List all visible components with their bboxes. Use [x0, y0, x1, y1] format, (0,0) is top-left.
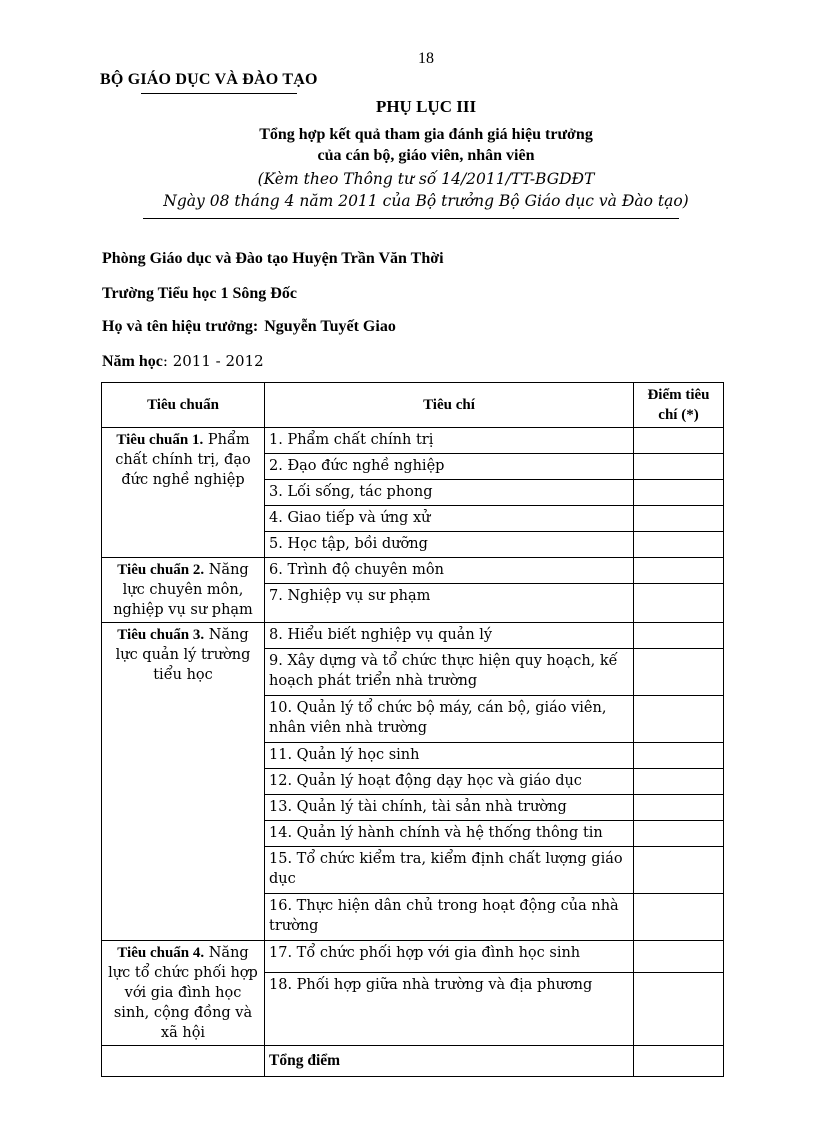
principal-line — [102, 318, 396, 336]
criterion-17: 17. Tổ chức phối hợp với gia đình học sinh — [265, 941, 634, 973]
criterion-16: 16. Thực hiện dân chủ trong hoạt động của nhà trường — [265, 894, 634, 941]
score-cell[interactable] — [634, 894, 724, 941]
criterion-2: 2. Đạo đức nghề nghiệp — [265, 454, 634, 480]
score-cell[interactable] — [634, 972, 724, 1045]
criterion-10: 10. Quản lý tổ chức bộ máy, cán bộ, giáo viên, nhân viên nhà trường — [265, 696, 634, 743]
table-row — [102, 623, 724, 649]
score-cell[interactable] — [634, 821, 724, 847]
table-row — [102, 941, 724, 973]
score-cell[interactable] — [634, 623, 724, 649]
score-cell[interactable] — [634, 532, 724, 558]
standard-1-cell: Tiêu chuẩn 1. Phẩm chất chính trị, đạo đức nghề nghiệp — [102, 428, 265, 558]
criterion-15: 15. Tổ chức kiểm tra, kiểm định chất lượng giáo dục — [265, 847, 634, 894]
department-line: Phòng Giáo dục và Đào tạo Huyện Trần Văn Thời — [102, 250, 444, 267]
score-cell[interactable] — [634, 584, 724, 623]
principal-label: Họ và tên hiệu trưởng: — [102, 318, 259, 335]
school-year-line — [102, 352, 264, 371]
score-cell[interactable] — [634, 941, 724, 973]
criterion-14: 14. Quản lý hành chính và hệ thống thông tin — [265, 821, 634, 847]
school-year-value: : 2011 - 2012 — [162, 352, 264, 370]
score-cell[interactable] — [634, 649, 724, 696]
score-cell[interactable] — [634, 847, 724, 894]
criterion-11: 11. Quản lý học sinh — [265, 743, 634, 769]
criterion-9: 9. Xây dựng và tổ chức thực hiện quy hoạch, kế hoạch phát triển nhà trường — [265, 649, 634, 696]
criterion-12: 12. Quản lý hoạt động dạy học và giáo dục — [265, 769, 634, 795]
appendix-title: PHỤ LỤC III — [375, 97, 477, 116]
total-row — [102, 1046, 724, 1077]
standard-3-cell: Tiêu chuẩn 3. Năng lực quản lý trường tiểu học — [102, 623, 265, 941]
score-cell[interactable] — [634, 558, 724, 584]
total-score-cell[interactable] — [634, 1046, 724, 1077]
score-cell[interactable] — [634, 696, 724, 743]
ministry-underline — [141, 93, 297, 94]
table-row — [102, 558, 724, 584]
score-cell[interactable] — [634, 428, 724, 454]
school-line: Trường Tiểu học 1 Sông Đốc — [102, 285, 297, 302]
score-cell[interactable] — [634, 769, 724, 795]
total-label: Tổng điểm — [265, 1046, 634, 1077]
total-empty-cell — [102, 1046, 265, 1077]
score-cell[interactable] — [634, 743, 724, 769]
header-divider — [143, 218, 679, 219]
page-number: 18 — [418, 50, 434, 67]
criterion-4: 4. Giao tiếp và ứng xử — [265, 506, 634, 532]
table-row — [102, 428, 724, 454]
header-criterion: Tiêu chí — [265, 383, 634, 428]
attachment-note-line1: (Kèm theo Thông tư số 14/2011/TT-BGDĐT — [257, 170, 595, 188]
criterion-13: 13. Quản lý tài chính, tài sản nhà trường — [265, 795, 634, 821]
criterion-6: 6. Trình độ chuyên môn — [265, 558, 634, 584]
score-cell[interactable] — [634, 795, 724, 821]
ministry-name: BỘ GIÁO DỤC VÀ ĐÀO TẠO — [100, 71, 318, 88]
criterion-5: 5. Học tập, bồi dưỡng — [265, 532, 634, 558]
document-title-line2: của cán bộ, giáo viên, nhân viên — [317, 147, 535, 164]
standard-4-cell: Tiêu chuẩn 4. Năng lực tổ chức phối hợp với gia đình học sinh, cộng đồng và xã hội — [102, 941, 265, 1046]
score-cell[interactable] — [634, 480, 724, 506]
header-score: Điểm tiêu chí (*) — [634, 383, 724, 428]
header-standard: Tiêu chuẩn — [102, 383, 265, 428]
criterion-8: 8. Hiểu biết nghiệp vụ quản lý — [265, 623, 634, 649]
document-title-line1: Tổng hợp kết quả tham gia đánh giá hiệu trưởng — [259, 126, 593, 143]
principal-name: Nguyễn Tuyết Giao — [264, 318, 396, 335]
attachment-note-line2: Ngày 08 tháng 4 năm 2011 của Bộ trưởng Bộ Giáo dục và Đào tạo) — [163, 192, 689, 210]
score-cell[interactable] — [634, 454, 724, 480]
score-cell[interactable] — [634, 506, 724, 532]
criterion-7: 7. Nghiệp vụ sư phạm — [265, 584, 634, 623]
standard-2-cell: Tiêu chuẩn 2. Năng lực chuyên môn, nghiệp vụ sư phạm — [102, 558, 265, 623]
school-year-label: Năm học — [102, 353, 163, 370]
criteria-table — [101, 382, 724, 1077]
criterion-1: 1. Phẩm chất chính trị — [265, 428, 634, 454]
criterion-18: 18. Phối hợp giữa nhà trường và địa phương — [265, 972, 634, 1045]
criterion-3: 3. Lối sống, tác phong — [265, 480, 634, 506]
